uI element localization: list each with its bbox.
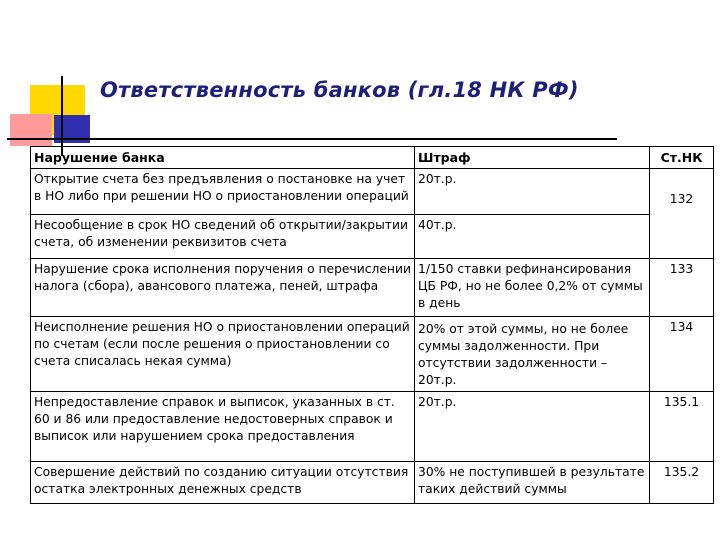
table-row — [31, 317, 714, 392]
decor-horizontal-line — [7, 138, 617, 140]
table-row — [31, 259, 714, 317]
violation-cell: Непредоставление справок и выписок, указанных в ст. 60 и 86 или предоставление недостоверных справок и выписок или нарушением срока предоставления — [31, 392, 415, 462]
header-violation: Нарушение банка — [31, 147, 415, 169]
article-cell: 135.1 — [650, 392, 714, 462]
article-cell: 133 — [650, 259, 714, 317]
table-row — [31, 215, 714, 259]
violation-cell: Открытие счета без предъявления о постановке на учет в НО либо при решении НО о приостановлении операций — [31, 169, 415, 215]
page-title: Ответственность банков (гл.18 НК РФ) — [100, 78, 579, 102]
article-cell: 134 — [650, 317, 714, 392]
violation-cell: Нарушение срока исполнения поручения о перечислении налога (сбора), авансового платежа, пеней, штрафа — [31, 259, 415, 317]
article-cell: 135.2 — [650, 462, 714, 504]
table-header-row — [31, 147, 714, 169]
violation-cell: Неисполнение решения НО о приостановлении операций по счетам (если после решения о приостановлении со счета списалась некая сумма) — [31, 317, 415, 392]
table-row — [31, 392, 714, 462]
fine-cell: 20т.р. — [415, 392, 650, 462]
fine-cell: 30% не поступившей в результате таких действий суммы — [415, 462, 650, 504]
table-row — [31, 462, 714, 504]
table-row — [31, 169, 714, 215]
fine-cell: 20т.р. — [415, 169, 650, 215]
decor-red-block — [10, 114, 52, 146]
fine-cell: 20% от этой суммы, но не более суммы задолженности. При отсутствии задолженности – 20т.р. — [415, 317, 650, 392]
header-fine: Штраф — [415, 147, 650, 169]
violation-cell: Совершение действий по созданию ситуации отсутствия остатка электронных денежных средств — [31, 462, 415, 504]
header-article: Ст.НК — [650, 147, 714, 169]
violation-cell: Несообщение в срок НО сведений об открытии/закрытии счета, об изменении реквизитов счета — [31, 215, 415, 259]
decor-vertical-line — [61, 76, 63, 156]
liability-table — [30, 146, 714, 504]
fine-cell: 1/150 ставки рефинансирования ЦБ РФ, но не более 0,2% от суммы в день — [415, 259, 650, 317]
article-cell: 132 — [650, 169, 714, 259]
fine-cell: 40т.р. — [415, 215, 650, 259]
